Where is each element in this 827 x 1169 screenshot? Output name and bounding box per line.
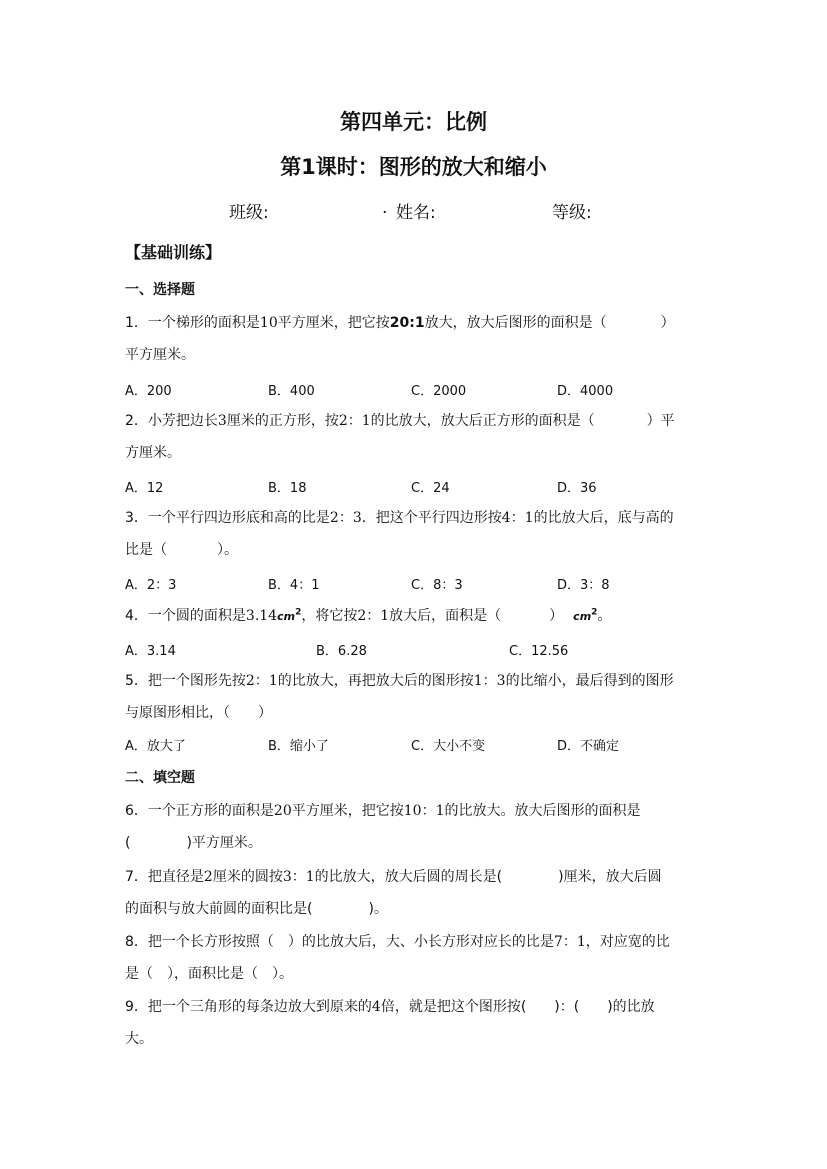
- question-2-line-2: 方厘米。: [125, 445, 181, 461]
- class-label: 班级:: [229, 203, 269, 223]
- multiple-choice-heading: 一、选择题: [125, 282, 195, 298]
- question-5-line-2: 与原图形相比，（ ）: [125, 705, 272, 721]
- q3-option-d[interactable]: D．3：8: [557, 578, 610, 593]
- lesson-title: 第1课时：图形的放大和缩小: [280, 155, 547, 179]
- question-7-line-1: 7．把直径是2厘米的圆按3：1的比放大，放大后圆的周长是( )厘米，放大后圆: [125, 869, 662, 885]
- basic-training-heading: 【基础训练】: [125, 243, 222, 262]
- question-6-line-2: ( )平方厘米。: [125, 835, 262, 851]
- grade-label: 等级:: [552, 203, 592, 223]
- q5-option-d[interactable]: D．不确定: [557, 739, 620, 754]
- q2-option-a[interactable]: A．12: [125, 481, 164, 496]
- q2-option-c[interactable]: C．24: [411, 481, 450, 496]
- q5-option-b[interactable]: B．缩小了: [268, 739, 329, 754]
- question-4-line-1: 4．一个圆的面积是$3.14cm^2$，将它按2：1放大后，面积是（ ） $cm^2$。: [125, 607, 612, 624]
- q1-option-d[interactable]: D．4000: [557, 384, 614, 399]
- q2-option-d[interactable]: D．36: [557, 481, 597, 496]
- q3-option-c[interactable]: C．8：3: [411, 578, 463, 593]
- question-1-line-2: 平方厘米。: [125, 347, 195, 363]
- q5-option-a[interactable]: A．放大了: [125, 739, 186, 754]
- question-9-line-2: 大。: [125, 1031, 153, 1047]
- q3-option-b[interactable]: B．4：1: [268, 578, 320, 593]
- fill-in-heading: 二、填空题: [125, 770, 195, 786]
- question-9-line-1: 9．把一个三角形的每条边放大到原来的4倍，就是把这个图形按( )：( )的比放: [125, 999, 655, 1015]
- q2-option-b[interactable]: B．18: [268, 481, 307, 496]
- question-8-line-1: 8．把一个长方形按照（ ）的比放大后，大、小长方形对应长的比是7：1，对应宽的比: [125, 934, 670, 950]
- question-2-line-1: 2．小芳把边长3厘米的正方形，按2：1的比放大，放大后正方形的面积是（ ）平: [125, 413, 675, 429]
- name-dot: .: [382, 198, 388, 218]
- q1-option-c[interactable]: C．2000: [411, 384, 467, 399]
- q1-option-b[interactable]: B．400: [268, 384, 315, 399]
- q4-option-b[interactable]: B．6.28: [316, 644, 367, 659]
- q4-option-c[interactable]: C．12.56: [509, 644, 569, 659]
- question-6-line-1: 6．一个正方形的面积是20平方厘米，把它按10：1的比放大。放大后图形的面积是: [125, 803, 641, 819]
- question-3-line-1: 3．一个平行四边形底和高的比是2：3．把这个平行四边形按4：1的比放大后，底与高的: [125, 510, 674, 526]
- name-label: 姓名:: [396, 203, 436, 223]
- q5-option-c[interactable]: C．大小不变: [411, 739, 486, 754]
- question-5-line-1: 5．把一个图形先按2：1的比放大，再把放大后的图形按1：3的比缩小，最后得到的图形: [125, 673, 674, 689]
- q4-option-a[interactable]: A．3.14: [125, 644, 176, 659]
- question-7-line-2: 的面积与放大前圆的面积比是( )。: [125, 901, 388, 917]
- question-8-line-2: 是（ ），面积比是（ ）。: [125, 966, 293, 982]
- question-3-line-2: 比是（ ）。: [125, 542, 238, 558]
- unit-title: 第四单元：比例: [340, 110, 487, 134]
- question-1-line-1: 1．一个梯形的面积是10平方厘米，把它按20:1放大，放大后图形的面积是（ ）: [125, 315, 675, 331]
- q3-option-a[interactable]: A．2：3: [125, 578, 177, 593]
- q1-option-a[interactable]: A．200: [125, 384, 172, 399]
